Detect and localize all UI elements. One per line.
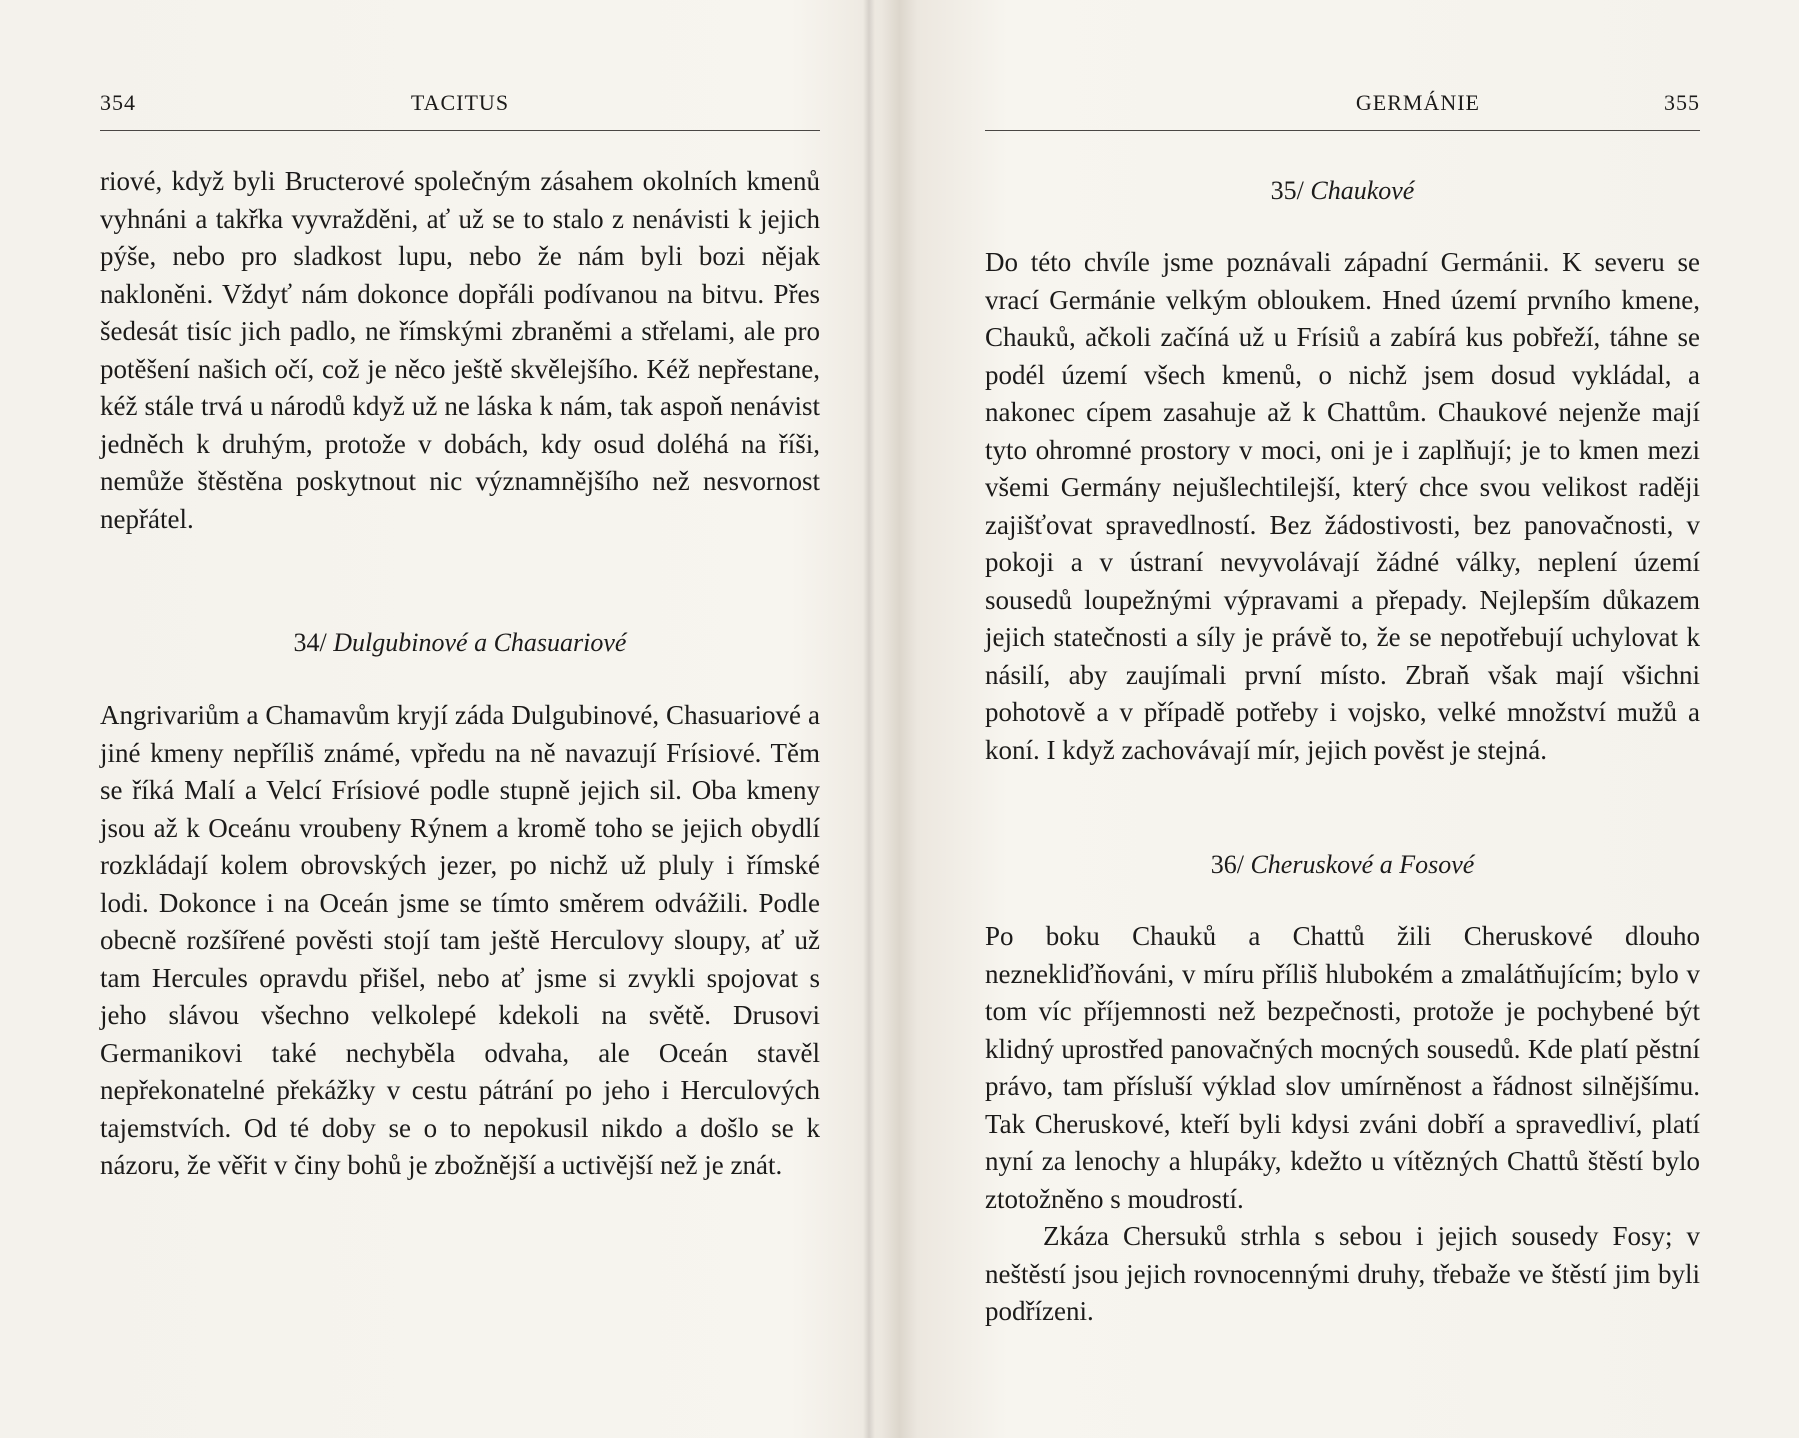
book-gutter [863, 0, 875, 1438]
section-34-number: 34/ [293, 628, 327, 657]
section-36-paragraph-1: Po boku Chauků a Chattů žili Cheruskové dlouho neznekliďňováni, v míru příliš hlubokém a zmalátňujícím; bylo v tom víc příjemnosti než bezpečnosti, protože je pochybené být klidný uprostřed panovačných mocných sousedů. Kde platí pěstní právo, tam přísluší výklad slov umírněnost a řádnost silnějšímu. Tak Cheruskové, kteří byli kdysi zváni dobří a spravedliví, platí nyní za lenochy a hlupáky, kdežto u vítězných Chattů štěstí bylo ztotožněno s moudrostí. [985, 921, 1700, 1214]
section-34-paragraph: Angrivariům a Chamavům kryjí záda Dulgubinové, Chasuariové a jiné kmeny nepříliš známé, vpředu na ně navazují Frísiové. Těm se říká Malí a Velcí Frísiové podle stupně jejich sil. Oba kmeny jsou až k Oceánu vroubeny Rýnem a kromě toho se jejich obydlí rozkládají kolem obrovských jezer, po nichž už pluly i římské lodi. Dokonce i na Oceán jsme se tímto směrem odvážili. Podle obecně rozšířené pověsti stojí tam ještě Herculovy sloupy, ať už tam Hercules opravdu přišel, nebo ať jsme si zvykli spojovat s jeho slávou všechno velkolepé kdekoli na světě. Drusovi Germanikovi také nechyběla odvaha, ale Oceán stavěl nepřekonatelné překážky v cestu pátrání po jeho i Herculových tajemstvích. Od té doby se o to nepokusil nikdo a došlo se k názoru, že věřit v činy bohů je zbožnější a uctivější než je znát. [100, 700, 820, 1180]
right-running-title: GERMÁNIE [1355, 90, 1480, 115]
section-35-paragraph: Do této chvíle jsme poznávali západní Germánii. K severu se vrací Germánie velkým obloukem. Hned území prvního kmene, Chauků, ačkoli začíná už u Frísiů a zabírá kus pobřeží, táhne se podél území všech kmenů, o nichž jsem dosud vykládal, a nakonec cípem zasahuje až k Chattům. Chaukové nejenže mají tyto ohromné prostory v moci, oni je i zaplňují; je to kmen mezi všemi Germány nejušlechtilejší, který chce svou velikost raději zajišťovat spravedlností. Bez žádostivosti, bez panovačnosti, v pokoji a v ústraní nevyvolávají žádné války, neplení území sousedů loupežnými výpravami a přepady. Nejlepším důkazem jejich statečnosti a síly je právě to, že se nepotřebují uchylovat k násilí, aby zaujímali první místo. Zbraň však mají všichni pohotově a v případě potřeby i vojsko, velké množství mužů a koní. I když zachovávají mír, jejich pověst je stejná. [985, 247, 1700, 765]
left-running-title: TACITUS [410, 90, 510, 115]
left-header-rule [100, 130, 820, 131]
right-running-head [985, 90, 1700, 120]
right-header-rule [985, 130, 1700, 131]
left-page-number: 354 [100, 90, 136, 115]
section-35-number: 35/ [1270, 176, 1304, 205]
section-36-number: 36/ [1210, 850, 1244, 879]
section-36-heading [985, 850, 1700, 880]
right-page-number: 355 [1664, 90, 1700, 115]
section-34-heading [100, 628, 820, 658]
section-35-text [985, 244, 1700, 769]
section-36-title: Cheruskové a Fosové [1250, 850, 1475, 879]
left-continuation-text [100, 163, 820, 538]
left-running-head [100, 90, 820, 120]
section-35-heading [985, 176, 1700, 206]
left-continuation-paragraph: riové, když byli Bructerové společným zásahem okolních kmenů vyhnáni a takřka vyvražděni, ať už se to stalo z nenávisti k jejich pýše, nebo pro sladkost lupu, nebo že nám byli bozi nějak nakloněni. Vždyť nám dokonce dopřáli podívanou na bitvu. Přes šedesát tisíc jich padlo, ne římskými zbraněmi a střelami, ale pro potěšení našich očí, což je něco ještě skvělejšího. Kéž nepřestane, kéž stále trvá u národů když už ne láska k nám, tak aspoň nenávist jedněch k druhým, protože v dobách, kdy osud doléhá na říši, nemůže štěstěna poskytnout nic významnějšího než nesvornost nepřátel. [100, 166, 820, 534]
section-36-paragraph-2: Zkáza Chersuků strhla s sebou i jejich sousedy Fosy; v neštěstí jsou jejich rovnocennými druhy, třebaže ve štěstí jim byli podřízeni. [985, 1221, 1700, 1326]
section-34-title: Dulgubinové a Chasuariové [333, 628, 627, 657]
section-35-title: Chaukové [1310, 176, 1415, 205]
section-34-text [100, 697, 820, 1185]
section-36-text [985, 918, 1700, 1331]
